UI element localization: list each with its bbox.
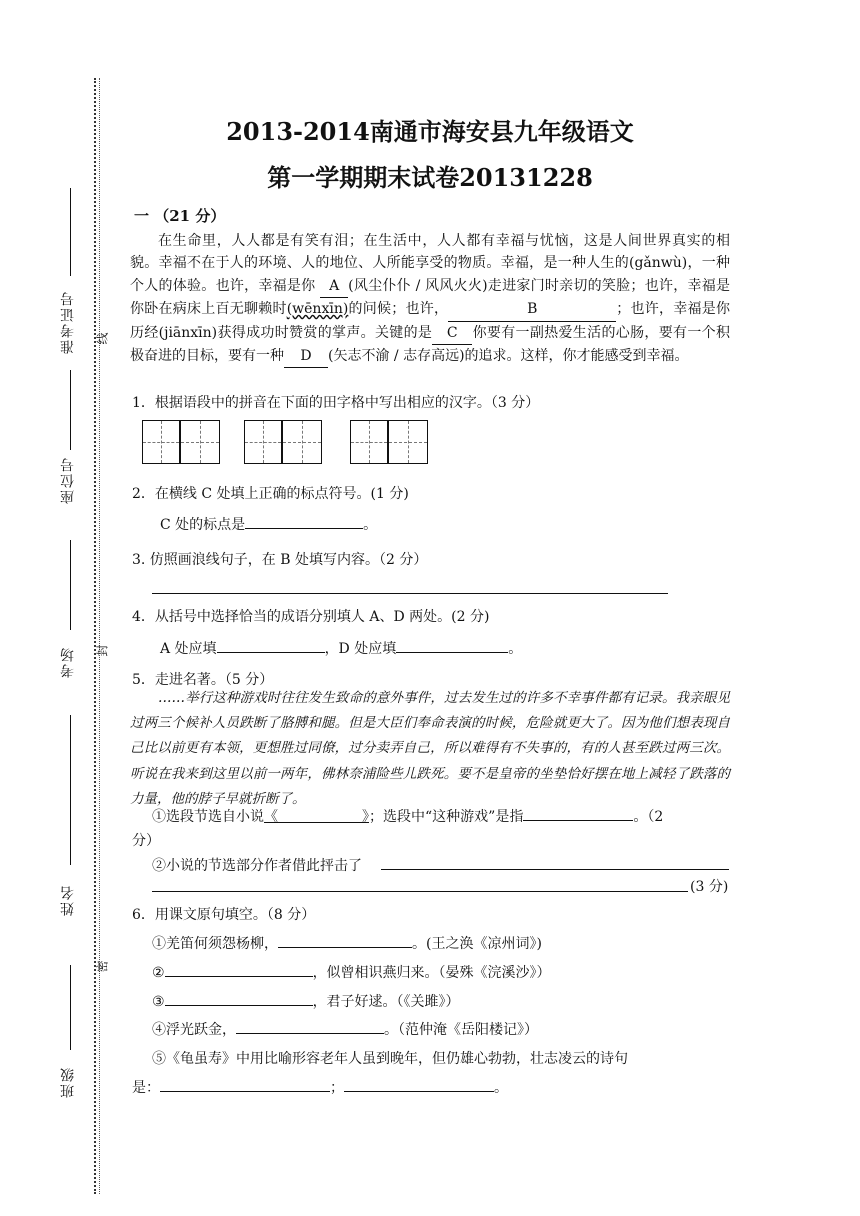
blank-b: B bbox=[448, 298, 616, 321]
seal-char-feng: 封 bbox=[95, 644, 110, 657]
question-4-answer: A 处应填 ，D 处应填 。 bbox=[160, 638, 522, 658]
question-3: 3. 仿照画浪线句子，在 B 处填写内容。（2 分） bbox=[132, 552, 428, 568]
side-rule bbox=[70, 540, 71, 630]
reading-passage: 在生命里，人人都是有笑有泪；在生活中，人人都有幸福与忧恼，这是人间世界真实的相貌。幸福不在于人的环境、人的地位、人所能享受的物质。幸福，是一种人生的(gǎnwù)，一种个人的体验。也许，幸福是你 A (风尘仆仆 / 风风火火)走进家门时亲切的笑脸；也许，幸福是你卧在病床上百无聊赖时(wēnxīn)的问候；也许， B ；也许，幸福是你历经(jiānxīn)获得成功时赞赏的掌声。关键的是 C 你要有一副热爱生活的心肠，要有一个积极奋进的目标，要有一种 D (矢志不渝 / 志存高远)的追求。这样，你才能感受到幸福。 bbox=[130, 230, 730, 368]
page-title-line2: 第一学期期末试卷20131228 bbox=[267, 163, 593, 192]
blank-c: C bbox=[432, 322, 472, 345]
exam-number-label: 准考证号 bbox=[60, 290, 76, 354]
question-6-1: ①羌笛何须怨杨柳， 。(王之涣《凉州词》) bbox=[152, 933, 542, 953]
tian-grid-1[interactable] bbox=[142, 420, 220, 464]
answer-blank[interactable] bbox=[344, 1077, 494, 1092]
answer-line[interactable] bbox=[152, 592, 668, 594]
book-title-blank[interactable]: 《 》 bbox=[264, 809, 369, 825]
question-6-5-answer: 是： ； 。 bbox=[132, 1077, 508, 1097]
side-rule bbox=[70, 188, 71, 276]
question-2: 2．在横线 C 处填上正确的标点符号。(1 分) bbox=[132, 486, 409, 502]
answer-line[interactable] bbox=[381, 868, 729, 870]
blank-d: D bbox=[284, 345, 328, 368]
answer-blank[interactable] bbox=[278, 933, 412, 948]
game-blank[interactable] bbox=[523, 806, 633, 821]
tian-cell[interactable] bbox=[245, 421, 283, 463]
side-rule bbox=[70, 370, 71, 450]
side-rule bbox=[70, 715, 71, 865]
answer-blank[interactable] bbox=[160, 1077, 330, 1092]
question-5-2-score: (3 分) bbox=[690, 879, 729, 895]
side-rule bbox=[70, 965, 71, 1050]
question-6-4: ④浮光跃金， 。（范仲淹《岳阳楼记》） bbox=[152, 1019, 538, 1039]
section-heading: 一 （21 分） bbox=[134, 207, 226, 225]
pinyin-wenxin: (wēnxīn) bbox=[286, 301, 349, 318]
binding-dotted-line bbox=[94, 78, 96, 1194]
blank-a: A bbox=[320, 275, 348, 298]
answer-line[interactable] bbox=[152, 890, 688, 892]
answer-blank-d[interactable] bbox=[396, 638, 508, 653]
question-1: 1．根据语段中的拼音在下面的田字格中写出相应的汉字。（3 分） bbox=[132, 395, 540, 411]
question-2-answer: C 处的标点是 。 bbox=[160, 514, 377, 534]
question-6: 6．用课文原句填空。（8 分） bbox=[132, 907, 316, 923]
question-4: 4．从括号中选择恰当的成语分别填人 A、D 两处。(2 分) bbox=[132, 609, 490, 625]
question-5-1-score: 分） bbox=[132, 833, 160, 849]
question-5: 5．走进名著。（5 分） bbox=[132, 672, 274, 688]
seal-char-xian: 线 bbox=[95, 332, 110, 345]
seat-number-label: 座位号 bbox=[60, 456, 76, 504]
tian-cell[interactable] bbox=[351, 421, 389, 463]
tian-cell[interactable] bbox=[389, 421, 427, 463]
tian-cell[interactable] bbox=[181, 421, 219, 463]
answer-blank[interactable] bbox=[165, 962, 313, 977]
binding-dotted-line-inner bbox=[99, 78, 100, 1194]
tian-cell[interactable] bbox=[143, 421, 181, 463]
question-5-1: ①选段节选自小说《 》；选段中“这种游戏”是指 。（2 bbox=[152, 806, 663, 826]
question-6-5: ⑤《龟虽寿》中用比喻形容老年人虽到晚年，但仍雄心勃勃，壮志凌云的诗句 bbox=[152, 1051, 628, 1067]
answer-blank[interactable] bbox=[165, 991, 313, 1006]
seal-char-mi: 密 bbox=[95, 960, 110, 973]
question-6-3: ③ ，君子好逑。（《关雎》） bbox=[152, 991, 460, 1011]
tian-cell[interactable] bbox=[283, 421, 321, 463]
name-label: 姓名 bbox=[60, 884, 76, 916]
answer-blank-a[interactable] bbox=[217, 638, 325, 653]
tian-grid-2[interactable] bbox=[244, 420, 322, 464]
question-5-2: ②小说的节选部分作者借此抨击了 bbox=[152, 858, 362, 874]
answer-blank[interactable] bbox=[245, 514, 363, 529]
class-label: 班级 bbox=[60, 1066, 76, 1098]
exam-room-label: 考场 bbox=[60, 646, 76, 678]
page-title-line1: 2013-2014南通市海安县九年级语文 bbox=[226, 117, 634, 146]
answer-blank[interactable] bbox=[236, 1019, 384, 1034]
question-6-2: ② ，似曾相识燕归来。（晏殊《浣溪沙》） bbox=[152, 962, 551, 982]
novel-excerpt: ……举行这种游戏时往往发生致命的意外事件，过去发生过的许多不幸事件都有记录。我亲眼见过两三个候补人员跌断了胳膊和腿。但是大臣们奉命表演的时候，危险就更大了。因为他们想表现自己比以前更有本领，更想胜过同僚，过分卖弄自己，所以难得有不失事的，有的人甚至跌过两三次。听说在我来到这里以前一两年，佛林奈浦险些儿跌死。要不是皇帝的坐垫恰好摆在地上减轻了跌落的力量，他的脖子早就折断了。 bbox=[130, 690, 730, 807]
tian-grid-3[interactable] bbox=[350, 420, 428, 464]
